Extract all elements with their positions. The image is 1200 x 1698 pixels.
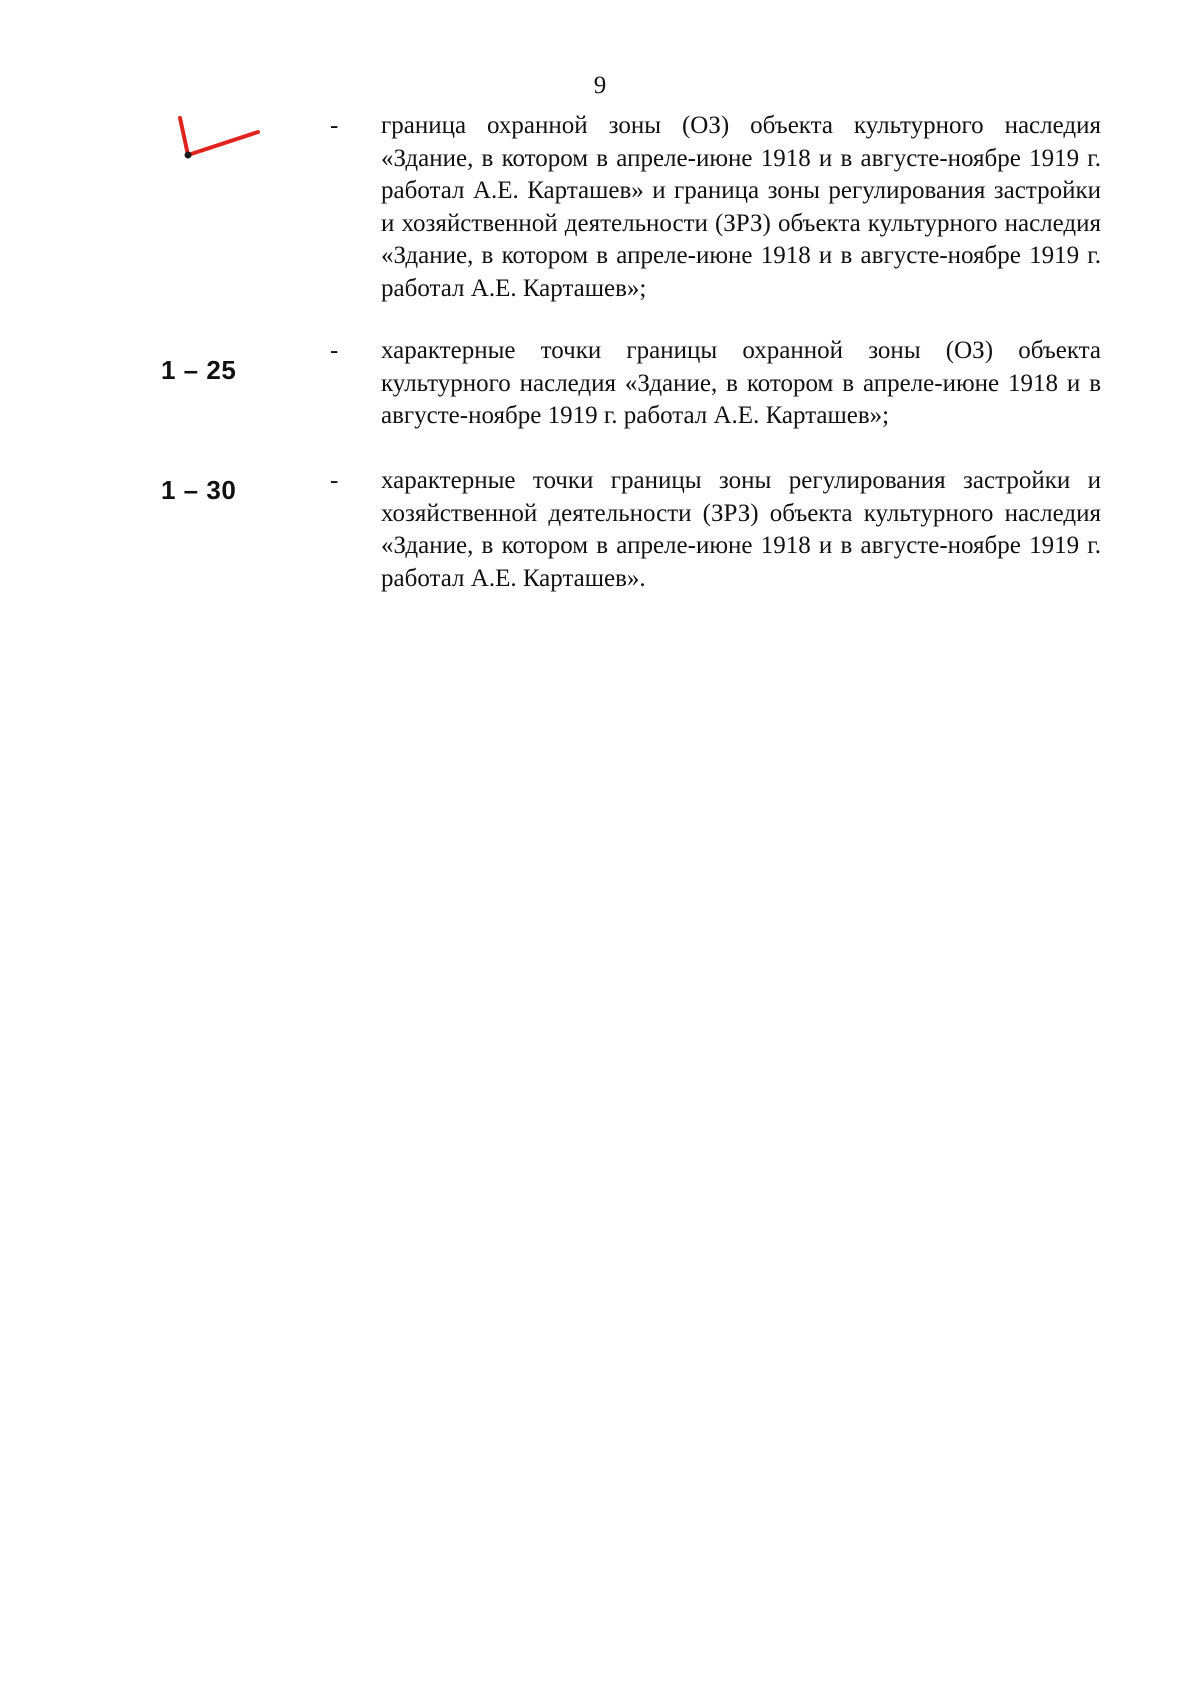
legend-description: граница охранной зоны (ОЗ) объекта культурного наследия «Здание, в котором в апреле-июне 1918 и в августе-ноябре 1919 г. работал А.Е. Карташев» и граница зоны регулирования застройки и хозяйственной деятельности (ЗРЗ) объекта культурного наследия «Здание, в котором в апреле-июне 1918 и в августе-ноябре 1919 г. работал А.Е. Карташев»; (381, 112, 1101, 302)
legend-dash: - (330, 467, 339, 494)
legend-description: характерные точки границы зоны регулирования застройки и хозяйственной деятельности (ЗРЗ) объекта культурного наследия «Здание, в котором в апреле-июне 1918 и в августе-ноябре 1919 г. работал А.Е. Карташев». (381, 467, 1101, 592)
legend-dash: - (330, 112, 339, 139)
page-number: 9 (593, 72, 607, 99)
legend-code: 1 – 25 (161, 355, 237, 385)
legend-dash: - (330, 337, 339, 364)
legend-code: 1 – 30 (161, 475, 237, 505)
boundary-line-icon (172, 110, 262, 160)
legend-description: характерные точки границы охранной зоны (ОЗ) объекта культурного наследия «Здание, в котором в апреле-июне 1918 и в августе-ноябре 1919 г. работал А.Е. Карташев»; (381, 337, 1101, 429)
